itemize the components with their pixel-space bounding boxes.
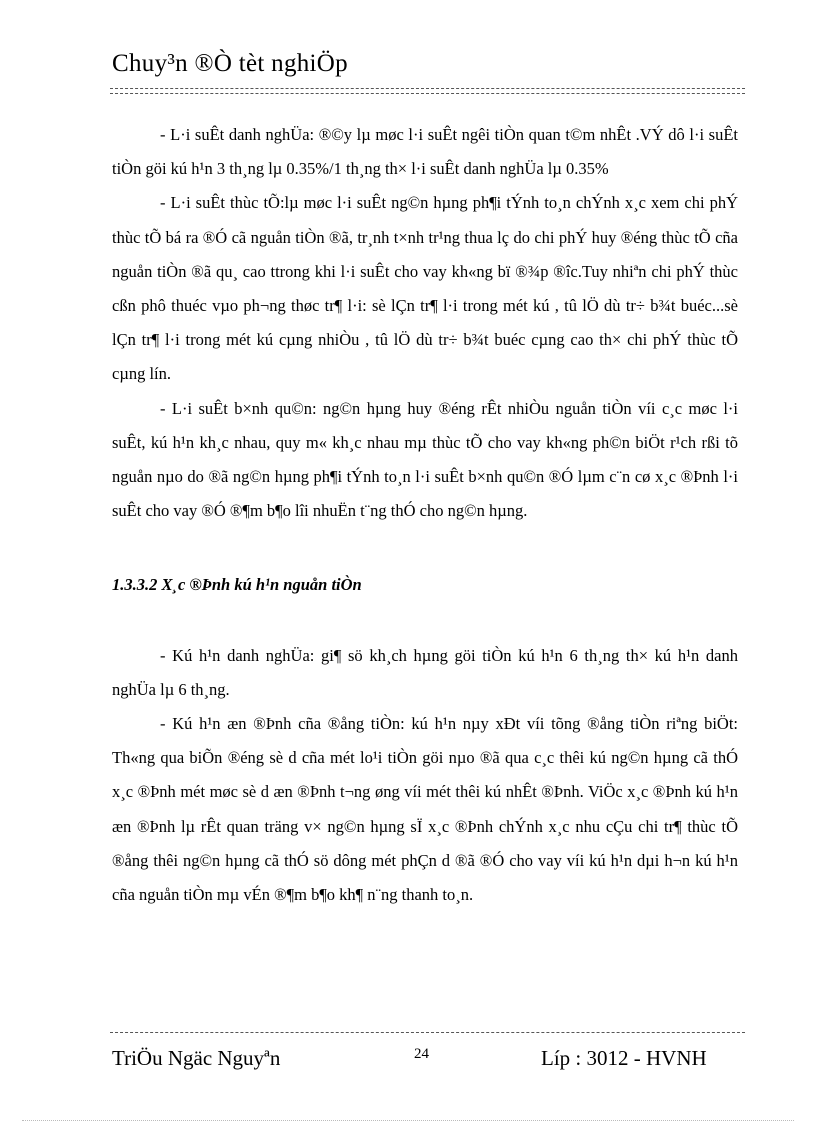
paragraph-average-interest: - L·i suÊt b×nh qu©n: ng©n hµng huy ®éng rÊt nhiÒu nguån tiÒn víi c¸c møc l·i suÊt, kú h¹n kh¸c nhau, quy m« kh¸c nhau mµ thùc tÕ cho vay kh«ng ph©n biÖt r¹ch rßi tõ nguån nµo do ®ã ng©n hµng ph¶i tÝnh to¸n l·i suÊt b×nh qu©n ®Ó lµm c¨n cø x¸c ®Þnh l·i suÊt cho vay ®Ó ®¶m b¶o lîi nhuËn t¨ng thÓ cho ng©n hµng. [112, 398, 738, 521]
paragraph-nominal-term: - Kú h¹n danh nghÜa: gi¶ sö kh¸ch hµng göi tiÒn kú h¹n 6 th¸ng th× kú h¹n danh nghÜa lµ 6 th¸ng. [112, 645, 738, 699]
page-bottom-edge [22, 1120, 794, 1121]
paragraph-real-interest: - L·i suÊt thùc tÕ:lµ møc l·i suÊt ng©n hµng ph¶i tÝnh to¸n chÝnh x¸c xem chi phÝ thùc tÕ bá ra ®Ó cã nguån tiÒn ®ã, tr¸nh t×nh tr¹ng thua lç do chi phÝ huy ®éng thùc tÕ cña nguån tiÒn ®ã qu¸ cao ttrong khi l·i suÊt cho vay kh«ng bï ®¾p ®îc.Tuy nhiªn chi phÝ thùc cßn phô thuéc vµo ph¬ng thøc tr¶ l·i: sè lÇn tr¶ l·i trong mét kú , tû lÖ dù tr÷ b¾t buéc...sè lÇn tr¶ l·i trong mét kú cµng nhiÒu , tû lÖ dù tr÷ b¾t buéc cµng cao th× chi phÝ thùc tÕ cµng lín. [112, 193, 738, 384]
document-body [112, 118, 738, 912]
paragraph-stable-term: - Kú h¹n æn ®Þnh cña ®ång tiÒn: kú h¹n nµy xÐt víi tõng ®ång tiÒn riªng biÖt: Th«ng qua biÕn ®éng sè d cña mét lo¹i tiÒn göi nµo ®ã qua c¸c thêi kú ng©n hµng cã thÓ x¸c ®Þnh mét møc sè d æn ®Þnh t¬ng øng víi mét thêi kú nhÊt ®Þnh. ViÖc x¸c ®Þnh kú h¹n æn ®Þnh lµ rÊt quan träng v× ng©n hµng sÏ x¸c ®Þnh chÝnh x¸c nhu cÇu chi tr¶ thùc tÕ ®ång thêi ng©n hµng cã thÓ sö dông mét phÇn d ®ã ®Ó cho vay víi kú h¹n dµi h¬n kú h¹n cña nguån tiÒn mµ vÉn ®¶m b¶o kh¶ n¨ng thanh to¸n. [112, 714, 738, 905]
header-rule-upper [110, 88, 745, 89]
section-heading: 1.3.3.2 X¸c ®Þnh kú h¹n nguån tiÒn [112, 575, 362, 595]
document-header-title: Chuy³n ®Ò tèt nghiÖp [112, 50, 348, 77]
page-number: 24 [414, 1046, 429, 1062]
footer-author: TriÖu Ngäc Nguyªn [112, 1046, 281, 1070]
footer-class-label: Líp : 3012 - HVNH [541, 1046, 707, 1070]
paragraph-nominal-interest: - L·i suÊt danh nghÜa: ®©y lµ møc l·i suÊt ngêi tiÒn quan t©m nhÊt .VÝ dô l·i suÊt tiÒn göi kú h¹n 3 th¸ng lµ 0.35%/1 th¸ng th× l·i suÊt danh nghÜa lµ 0.35% [112, 125, 738, 179]
footer-rule [110, 1032, 745, 1033]
header-rule-lower [110, 93, 745, 94]
